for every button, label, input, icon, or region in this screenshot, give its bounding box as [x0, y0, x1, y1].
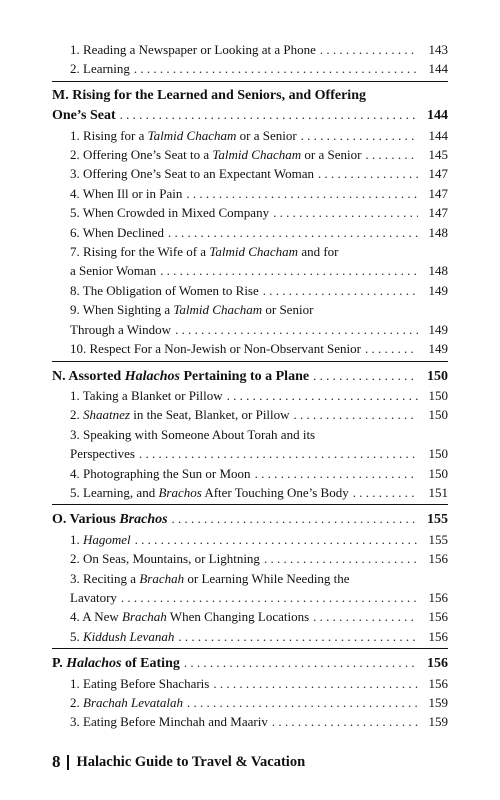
- toc-entry: 2. Learning . . . 144: [70, 59, 448, 78]
- toc-page-number: 147: [428, 185, 448, 201]
- section-heading-row: One’s Seat . . . 144: [52, 105, 448, 125]
- dot-leader: [227, 386, 418, 405]
- toc-entry: 1. Hagomel . . . 155: [70, 530, 448, 549]
- toc-page-number: 156: [427, 656, 448, 672]
- toc-entry: 10. Respect For a Non-Jewish or Non-Observant Senior . . . 149: [70, 339, 448, 358]
- section-heading-row: P. Halachos of Eating . . . 156: [52, 653, 448, 673]
- dot-leader: [263, 281, 418, 300]
- footer-divider: [67, 755, 69, 770]
- toc-entry-line1: 7. Rising for the Wife of a Talmid Chacham and for: [70, 244, 339, 260]
- dot-leader: [135, 530, 418, 549]
- toc-entry: 6. When Declined . . . 148: [70, 223, 448, 242]
- dot-leader: [273, 203, 418, 222]
- toc-entry: 2. On Seas, Mountains, or Lightning . . . 156: [70, 549, 448, 568]
- book-title: Halachic Guide to Travel & Vacation: [76, 753, 306, 770]
- toc-page-number: 150: [428, 465, 448, 481]
- dot-leader: [255, 464, 418, 483]
- toc-page-number: 150: [428, 446, 448, 462]
- toc-entry: 5. When Crowded in Mixed Company . . . 147: [70, 203, 448, 222]
- dot-leader: [186, 184, 418, 203]
- dot-leader: [175, 320, 418, 339]
- toc-page-number: 147: [428, 166, 448, 182]
- toc-page-number: 150: [428, 387, 448, 403]
- toc-page-number: 155: [427, 512, 448, 528]
- dot-leader: [184, 653, 418, 672]
- toc-entry: 3. Offering One’s Seat to an Expectant Woman . . . 147: [70, 164, 448, 183]
- toc-entry: 3. Eating Before Minchah and Maariv . . . 159: [70, 712, 448, 731]
- toc-page-number: 151: [428, 484, 448, 500]
- toc-page-number: 148: [428, 224, 448, 240]
- toc-page-number: 143: [428, 42, 448, 57]
- toc-entry: 5. Kiddush Levanah . . . 156: [70, 627, 448, 646]
- section-heading-row: O. Various Brachos . . . 155: [52, 509, 448, 529]
- toc-entry: Perspectives . . . 150: [70, 444, 448, 463]
- toc-entry: Lavatory . . . 156: [70, 588, 448, 607]
- toc-section-m: [52, 81, 448, 359]
- toc-page-number: 144: [428, 127, 448, 143]
- dot-leader: [264, 549, 418, 568]
- section-heading-row: N. Assorted Halachos Pertaining to a Plane . . . 150: [52, 366, 448, 386]
- toc-entry: 5. Learning, and Brachos After Touching One’s Body . . . 151: [70, 483, 448, 502]
- dot-leader: [172, 509, 418, 528]
- toc-entry: 8. The Obligation of Women to Rise . . . 149: [70, 281, 448, 300]
- toc-page-number: 155: [428, 531, 448, 547]
- toc-page-number: 149: [428, 282, 448, 298]
- toc-page-number: 156: [428, 551, 448, 567]
- toc-section-p: [52, 648, 448, 732]
- dot-leader: [320, 40, 418, 59]
- toc-page-number: 156: [428, 675, 448, 691]
- toc-entry-line1: 9. When Sighting a Talmid Chacham or Senior: [70, 302, 314, 318]
- toc-entry: Through a Window . . . 149: [70, 320, 448, 339]
- dot-leader: [313, 607, 418, 626]
- dot-leader: [121, 588, 418, 607]
- toc-entry: 1. Taking a Blanket or Pillow . . . 150: [70, 386, 448, 405]
- dot-leader: [168, 223, 418, 242]
- dot-leader: [139, 444, 418, 463]
- page-footer: [52, 752, 305, 772]
- dot-leader: [160, 261, 418, 280]
- toc-entry: 4. Photographing the Sun or Moon . . . 150: [70, 464, 448, 483]
- toc-section-n: [52, 361, 448, 503]
- toc-entry: 2. Shaatnez in the Seat, Blanket, or Pillow . . . 150: [70, 405, 448, 424]
- toc-entry: 4. When Ill or in Pain . . . 147: [70, 184, 448, 203]
- toc-page-number: 159: [428, 714, 448, 730]
- dot-leader: [134, 59, 418, 78]
- toc-entry: 4. A New Brachah When Changing Locations . . . 156: [70, 607, 448, 626]
- dot-leader: [365, 339, 418, 358]
- toc-page-number: 156: [428, 609, 448, 625]
- section-heading: M. Rising for the Learned and Seniors, and Offering: [52, 87, 366, 103]
- toc-page-number: 156: [428, 589, 448, 605]
- toc-page-number: 144: [427, 108, 448, 124]
- dot-leader: [178, 627, 418, 646]
- toc-entry: a Senior Woman . . . 148: [70, 261, 448, 280]
- toc-page-number: 147: [428, 205, 448, 221]
- toc-section-o: [52, 504, 448, 646]
- toc-page-number: 156: [428, 628, 448, 644]
- dot-leader: [318, 164, 418, 183]
- toc-entry: 1. Rising for a Talmid Chacham or a Senior . . . 144: [70, 126, 448, 145]
- page-number: 8: [52, 752, 61, 771]
- dot-leader: [120, 105, 418, 124]
- dot-leader: [301, 126, 418, 145]
- dot-leader: [272, 712, 418, 731]
- toc-page-number: 149: [428, 341, 448, 357]
- toc-page-number: 149: [428, 321, 448, 337]
- dot-leader: [187, 693, 418, 712]
- toc-entry-line1: 3. Reciting a Brachah or Learning While Needing the: [70, 570, 350, 586]
- toc-entry-line1: 3. Speaking with Someone About Torah and its: [70, 426, 316, 442]
- dot-leader: [213, 674, 418, 693]
- toc-page-number: 159: [428, 695, 448, 710]
- dot-leader: [365, 145, 418, 164]
- toc-page-number: 144: [428, 61, 448, 77]
- toc-page-number: 148: [428, 263, 448, 279]
- toc-entry: 2. Brachah Levatalah . . . 159: [70, 693, 448, 712]
- toc-entry: 1. Eating Before Shacharis . . . 156: [70, 674, 448, 693]
- dot-leader: [353, 483, 418, 502]
- toc-page-number: 150: [428, 407, 448, 423]
- toc-page-number: 145: [428, 147, 448, 163]
- toc-entry: 2. Offering One’s Seat to a Talmid Chacham or a Senior . . . 145: [70, 145, 448, 164]
- table-of-contents: [52, 40, 448, 732]
- dot-leader: [294, 405, 418, 424]
- dot-leader: [313, 366, 418, 385]
- toc-entry: 1. Reading a Newspaper or Looking at a Phone . . . 143: [70, 40, 448, 59]
- toc-page-number: 150: [427, 368, 448, 384]
